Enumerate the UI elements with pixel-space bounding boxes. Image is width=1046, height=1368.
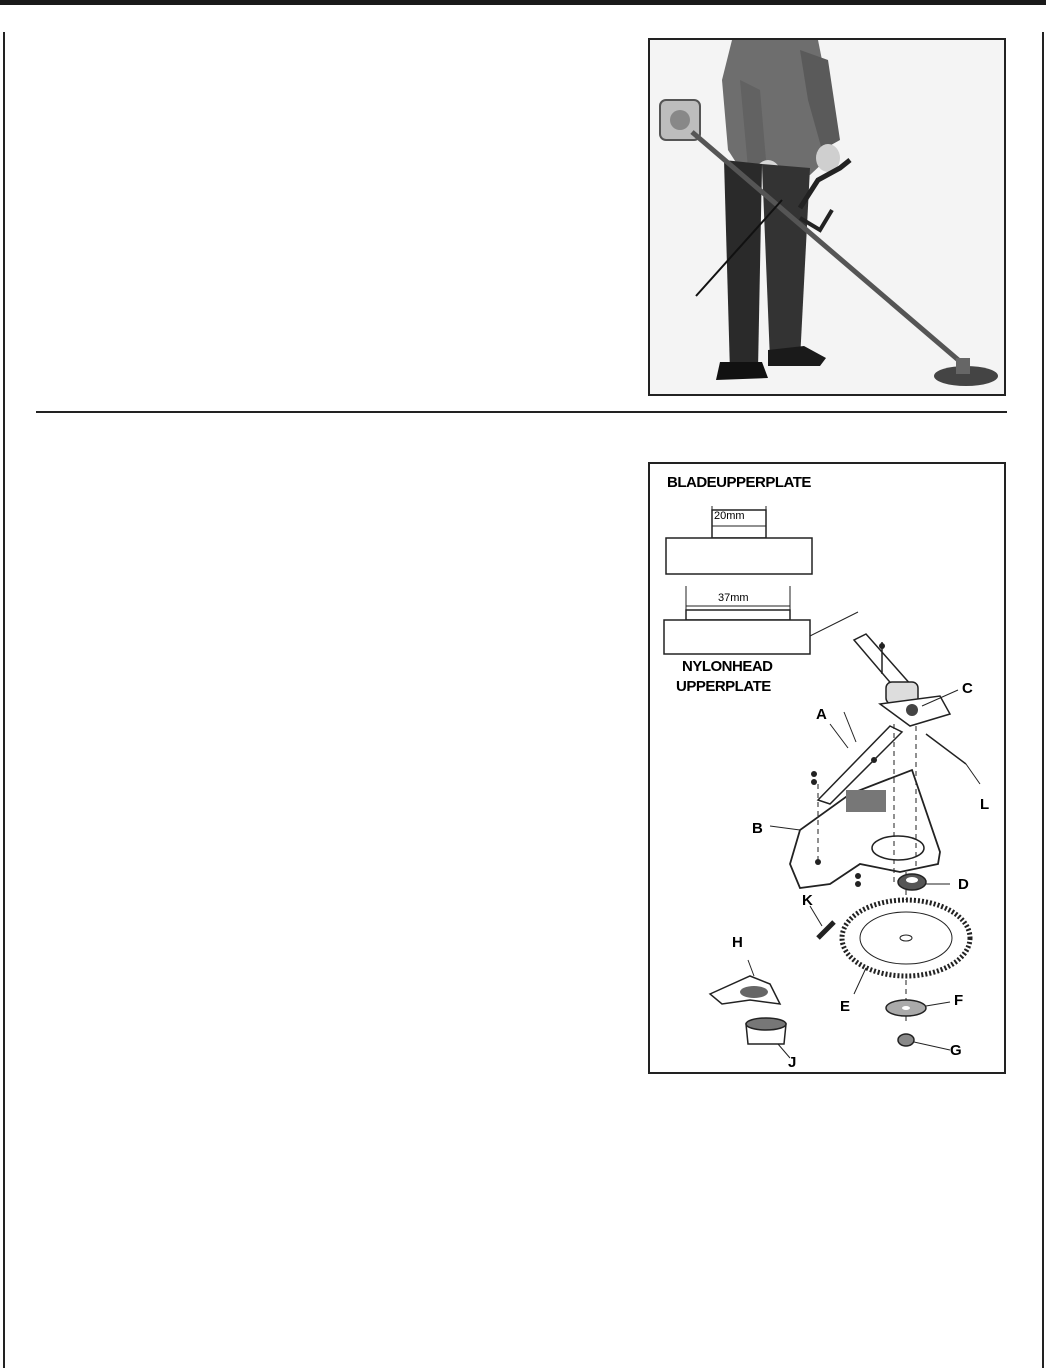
diagram-title: BLADEUPPERPLATE [667,474,811,491]
section-divider [36,411,1007,413]
part-label-j: J [788,1054,797,1071]
part-label-c: C [962,680,973,697]
part-label-g: G [950,1042,962,1059]
part-label-d: D [958,876,969,893]
diagram-drawing [650,464,1004,1072]
blade-assembly-diagram [648,462,1006,1074]
operator-illustration [650,40,1004,394]
dimension-20mm-label: 20mm [714,510,745,522]
left-margin-rule [3,32,5,1368]
part-label-h: H [732,934,743,951]
part-label-f: F [954,992,964,1009]
right-margin-rule [1042,32,1044,1368]
nylon-head-caption-line1: NYLONHEAD [682,658,773,675]
top-border-bar [0,0,1046,5]
part-label-e: E [840,998,851,1015]
operator-photo [648,38,1006,396]
dimension-37mm-label: 37mm [718,592,749,604]
part-label-k: K [802,892,813,909]
part-label-l: L [980,796,990,813]
nylon-head-caption-line2: UPPERPLATE [676,678,771,695]
part-label-b: B [752,820,763,837]
part-label-a: A [816,706,827,723]
